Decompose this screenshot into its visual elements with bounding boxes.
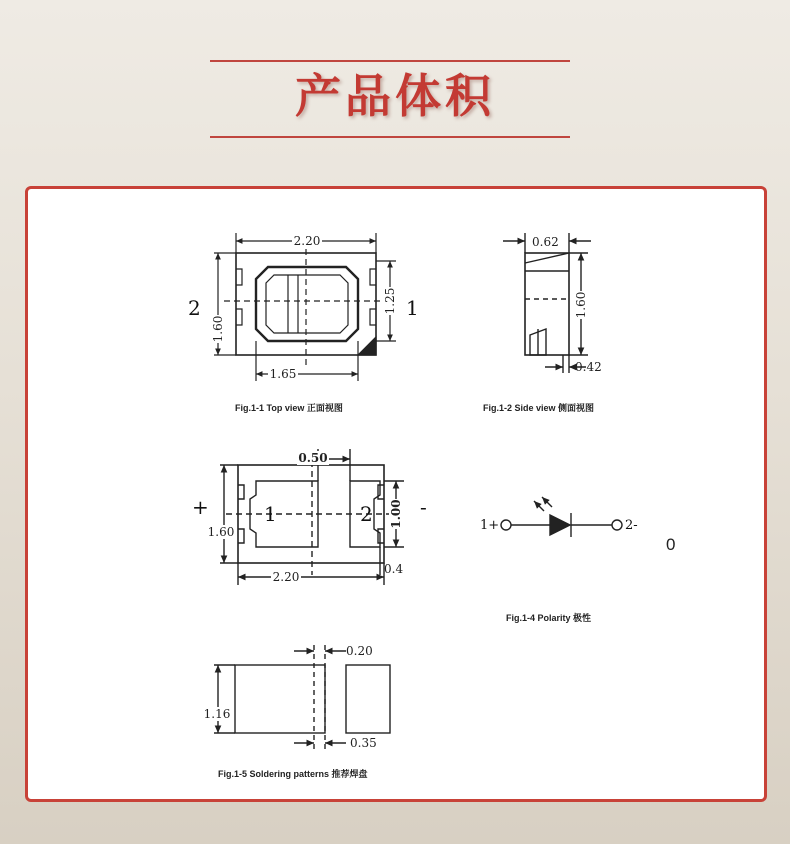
fig5-height-label: 1.16 — [203, 707, 231, 721]
fig3-right-label: 1.00 — [389, 499, 403, 529]
fig1-pin-left: 2 — [188, 296, 201, 320]
fig2-top-label: 0.62 — [532, 235, 559, 249]
fig3-right-bottom-label: 0.4 — [384, 562, 404, 576]
dimension-drawings — [28, 189, 764, 799]
fig3-minus-label: - — [420, 495, 427, 519]
fig2-caption: Fig.1-2 Side view 侧面视图 — [483, 403, 595, 413]
fig4-extra-label: 0 — [666, 535, 676, 554]
fig3-left-label: 1.60 — [207, 525, 235, 539]
fig4-pin2-label: 2- — [625, 518, 638, 533]
fig3-pad2-label: 2 — [360, 502, 373, 526]
fig-top-view — [214, 233, 396, 381]
fig-soldering-patterns — [214, 645, 390, 749]
fig1-lens-width-label: 1.65 — [269, 367, 297, 381]
diagram-panel — [25, 186, 767, 802]
fig1-pin-right: 1 — [406, 296, 419, 320]
fig2-bottom-label: 0.42 — [575, 360, 602, 374]
fig3-plus-label: + — [192, 495, 209, 519]
diode-icon — [550, 515, 570, 535]
fig1-inner-height-label: 1.25 — [383, 287, 397, 315]
fig4-pin1-label: 1+ — [480, 518, 500, 533]
light-emission-icon — [534, 501, 544, 511]
title-line-top — [210, 60, 570, 62]
fig1-caption: Fig.1-1 Top view 正面视图 — [235, 403, 343, 413]
fig-polarity — [501, 497, 622, 537]
fig2-height-label: 1.60 — [574, 291, 588, 319]
fig5-bottom-label: 0.35 — [350, 736, 377, 750]
fig1-width-label: 2.20 — [293, 234, 321, 248]
fig1-height-label: 1.60 — [211, 315, 225, 343]
fig5-caption: Fig.1-5 Soldering patterns 推荐焊盘 — [218, 769, 368, 779]
fig3-top-label: 0.50 — [298, 451, 328, 465]
fig5-top-label: 0.20 — [346, 644, 373, 658]
title-line-bottom — [210, 136, 570, 138]
fig4-caption: Fig.1-4 Polarity 极性 — [506, 613, 592, 623]
page-title: 产品体积 — [295, 69, 495, 123]
fig3-bottom-label: 2.20 — [272, 570, 300, 584]
fig3-pad1-label: 1 — [264, 502, 277, 526]
fig-bottom-view — [220, 449, 404, 585]
